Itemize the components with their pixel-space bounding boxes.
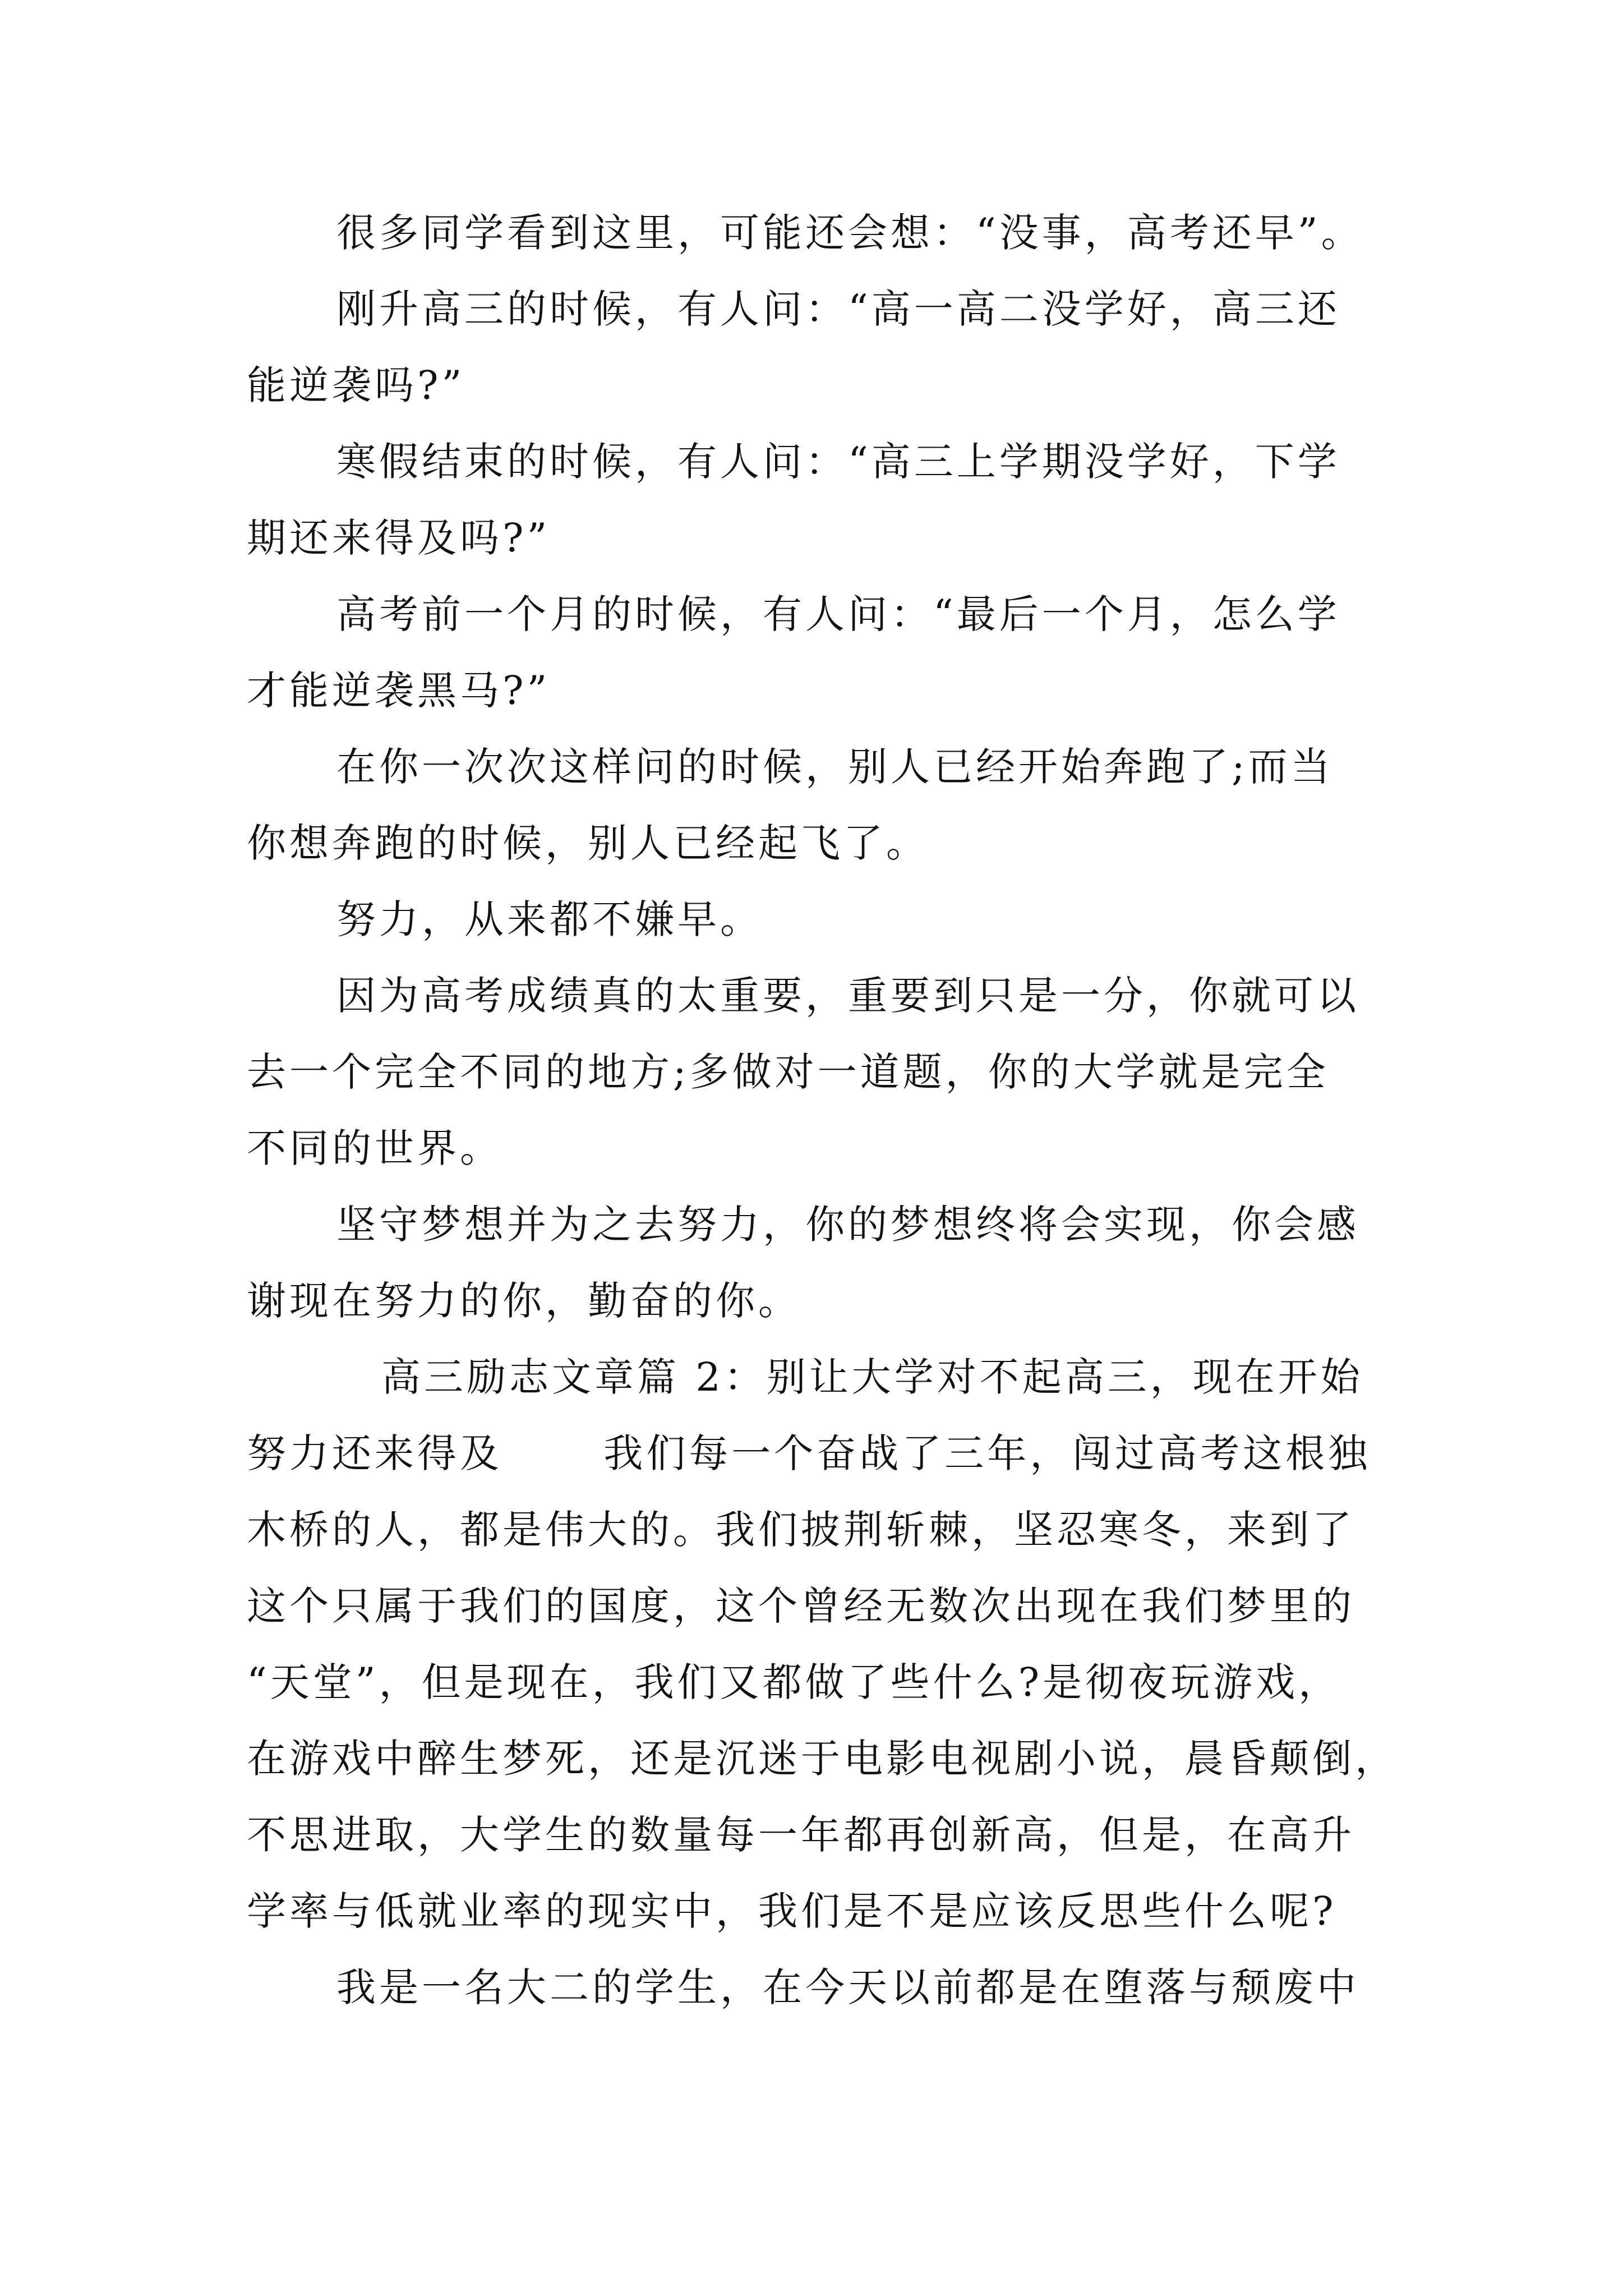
paragraph-line: 刚升高三的时候，有人问：“高一高二没学好，高三还	[336, 286, 1340, 332]
paragraph-line: 因为高考成绩真的太重要，重要到只是一分，你就可以	[336, 973, 1359, 1019]
paragraph-line: 坚守梦想并为之去努力，你的梦想终将会实现，你会感	[336, 1202, 1359, 1248]
section-heading-line: 高三励志文章篇 2：别让大学对不起高三，现在开始	[381, 1354, 1363, 1400]
paragraph-line: 寒假结束的时候，有人问：“高三上学期没学好，下学	[336, 439, 1340, 485]
paragraph-line: 不同的世界。	[247, 1125, 502, 1171]
paragraph-line: 在你一次次这样问的时候，别人已经开始奔跑了;而当	[336, 744, 1334, 790]
paragraph-line: 这个只属于我们的国度，这个曾经无数次出现在我们梦里的	[247, 1583, 1355, 1629]
paragraph-line: 我是一名大二的学生，在今天以前都是在堕落与颓废中	[336, 1964, 1359, 2010]
paragraph-line: 谢现在努力的你，勤奋的你。	[247, 1278, 801, 1324]
paragraph-line: 才能逆袭黑马?”	[247, 668, 551, 714]
paragraph-line: 高考前一个月的时候，有人问：“最后一个月，怎么学	[336, 591, 1340, 637]
paragraph-line: 你想奔跑的时候，别人已经起飞了。	[247, 820, 929, 866]
paragraph-line: 努力还来得及 我们每一个奋战了三年，闯过高考这根独	[247, 1430, 1371, 1476]
paragraph-line: 学率与低就业率的现实中，我们是不是应该反思些什么呢?	[247, 1888, 1337, 1934]
paragraph-line: 努力，从来都不嫌早。	[336, 896, 763, 942]
paragraph-line: 不思进取，大学生的数量每一年都再创新高，但是，在高升	[247, 1812, 1355, 1858]
paragraph-line: “天堂”，但是现在，我们又都做了些什么?是彻夜玩游戏，	[247, 1659, 1341, 1705]
paragraph-line: 很多同学看到这里，可能还会想：“没事，高考还早”。	[336, 210, 1364, 256]
paragraph-line: 在游戏中醉生梦死，还是沉迷于电影电视剧小说，晨昏颠倒，	[247, 1736, 1398, 1782]
paragraph-line: 去一个完全不同的地方;多做对一道题，你的大学就是完全	[247, 1049, 1329, 1095]
paragraph-line: 能逆袭吗?”	[247, 362, 465, 408]
paragraph-line: 木桥的人，都是伟大的。我们披荆斩棘，坚忍寒冬，来到了	[247, 1507, 1355, 1553]
paragraph-line: 期还来得及吗?”	[247, 515, 551, 561]
